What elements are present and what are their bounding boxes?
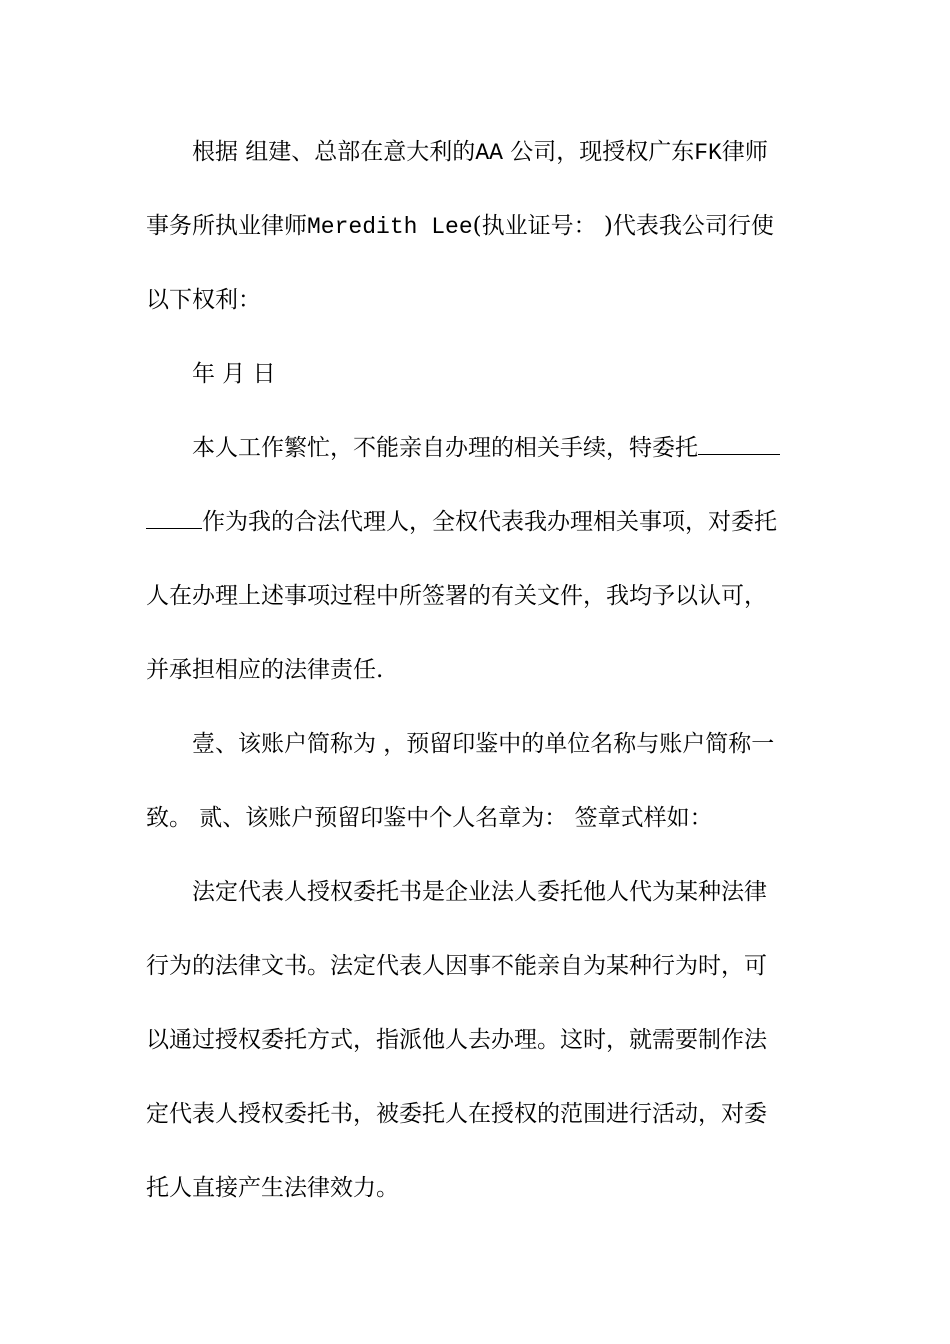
paragraph-1-line-1 xyxy=(192,132,806,172)
text-segment: 事务所执业律师 xyxy=(146,213,307,239)
paragraph-4-line-3: 以通过授权委托方式，指派他人去办理。这时，就需要制作法 xyxy=(146,1027,767,1053)
company-name: AA xyxy=(475,140,503,166)
date-line: 年 月 日 xyxy=(192,361,276,387)
paragraph-1-line-2 xyxy=(146,206,806,246)
text-segment: 公司，现授权广东 xyxy=(502,139,695,165)
text-segment: (执业证号： )代表我公司行使 xyxy=(472,213,774,239)
paragraph-4-line-2: 行为的法律文书。法定代表人因事不能亲自为某种行为时，可 xyxy=(146,953,767,979)
paragraph-4-line-1: 法定代表人授权委托书是企业法人委托他人代为某种法律 xyxy=(192,879,767,905)
paragraph-1-line-3: 以下权利： xyxy=(146,287,261,313)
paragraph-2-line-4: 并承担相应的法律责任. xyxy=(146,657,384,683)
paragraph-2-line-1 xyxy=(192,428,806,468)
text-segment: 作为我的合法代理人，全权代表我办理相关事项，对委托 xyxy=(202,509,777,535)
paragraph-2-line-2 xyxy=(146,502,806,542)
text-segment: 根据 组建、总部在意大利的 xyxy=(192,139,476,165)
paragraph-4-line-5: 托人直接产生法律效力。 xyxy=(146,1175,399,1201)
lawyer-name: Meredith Lee xyxy=(307,214,473,240)
paragraph-4-line-4: 定代表人授权委托书，被委托人在授权的范围进行活动，对委 xyxy=(146,1101,767,1127)
blank-underline xyxy=(698,428,780,455)
text-segment: 本人工作繁忙，不能亲自办理的相关手续，特委托 xyxy=(192,435,698,461)
firm-abbreviation: FK xyxy=(694,140,722,166)
paragraph-2-line-3: 人在办理上述事项过程中所签署的有关文件，我均予以认可， xyxy=(146,583,767,609)
paragraph-3-line-1: 壹、该账户简称为 ，预留印鉴中的单位名称与账户简称一 xyxy=(192,731,775,757)
text-segment: 律师 xyxy=(721,139,768,165)
blank-underline xyxy=(146,502,202,529)
paragraph-3-line-2: 致。 贰、该账户预留印鉴中个人名章为： 签章式样如： xyxy=(146,805,713,831)
